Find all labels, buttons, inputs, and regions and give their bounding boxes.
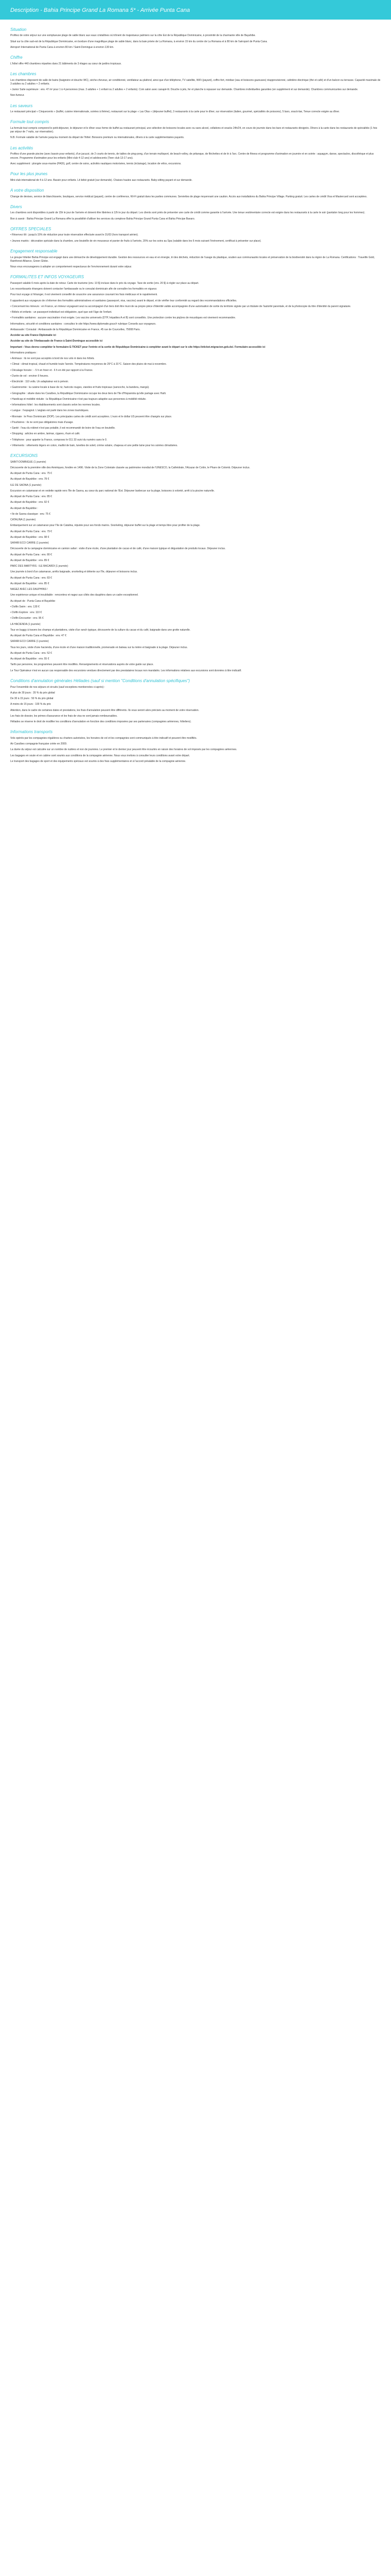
section-title-situation: Situation: [10, 27, 27, 32]
practical-title: Informations pratiques :: [10, 351, 38, 354]
transports-bagages: Les bagages en soute et en cabine sont soumis aux conditions de la compagnie aérienne. Nous vous invitons à consulter leurs conditions avant votre départ.: [10, 754, 190, 757]
practical-geographie: • Géographie : située dans les Caraïbes, la République Dominicaine occupe les deux tiers de l'île d'Hispaniola qu'elle partage avec Haïti.: [10, 392, 167, 395]
excursion-price: Au départ de Bayahibe :: [10, 506, 38, 510]
transports-sport: Le transport des bagages de sport et des équipements spéciaux est soumis à des frais supplémentaires et à l'accord préalable de la compagnie aérienne.: [10, 759, 186, 763]
excursion-name: CATALINA (1 journée): [10, 518, 36, 522]
annulation-intro: Pour l'ensemble de nos séjours et circuits (sauf exceptions mentionnées ci-après) :: [10, 685, 105, 689]
excursion-price: Au départ de Bayahibe : env. 85 €: [10, 582, 50, 585]
chiffre-text: L'hôtel offre 440 chambres réparties dans 21 bâtiments de 3 étages au cœur de jardins tropicaux.: [10, 62, 122, 65]
section-title-offres: OFFRES SPECIALES: [10, 226, 52, 231]
formule-note: N.B. Formule valable de l'arrivée jusqu'au moment du départ de l'hôtel. Boissons premium ou internationales, dîners à la carte supplémentaires payants.: [10, 136, 185, 140]
section-title-chambres: Les chambres: [10, 71, 37, 76]
transports-vols: Vols opérés par les compagnies régulières ou charters autorisées, les horaires de vol et les compagnies sont communiqués à titre indicatif et peuvent être modifiés.: [10, 736, 197, 740]
formalites-sanitaires: • Formalités sanitaires : aucune vaccination n'est exigée. Les vaccins universels (DTP, hépatites A et B) sont conseillés. Une protection contre les piqûres de moustiques est vivement recommandée.: [10, 316, 236, 320]
situation-intro: Profitez de votre séjour sur une somptueuse plage de sable blanc aux eaux cristallines où trônent de majestueux palmiers sur la côte Est de la République Dominicaine, à proximité de la charmante ville de Bayahibe.: [10, 34, 256, 38]
offre-jeunes-maries: • Jeunes mariés : décoration spéciale dans la chambre, une bouteille de vin mousseux et panier de fruits à l'arrivée, 20% sur les soins au Spa (valable dans les 6 mois suivant l'évènement, certificat à présenter sur place).: [10, 239, 262, 243]
chambres-text: Les chambres disposent de salle de bains (baignoire et douche WC), sèche-cheveux, air conditionné, ventilateur au plafond, ainsi que d'un téléphone, TV satellite, WiFi (payant), coffre-fort, minibar (eau et boissons gazeuses) réapprovisionné, cafetière électrique (thé et café) et d'un balcon ou terrasse. Capacité maximale de 3 adultes ou 2 adultes + 2 enfants.: [10, 78, 381, 86]
formule-text: La formule tout compris comprend le petit-déjeuner, le déjeuner et le dîner sous forme de buffet au restaurant principal, une sélection de boissons locales avec ou sans alcool, collations et snacks 24h/24, en cours de journée dans les bars et restaurants désignés. Dîners à la carte dans les restaurants de spécialités (1 fois par séjour de 7 nuits, sur réservation).: [10, 126, 378, 134]
section-title-jeunes: Pour les plus jeunes: [10, 172, 48, 177]
divers-text: Les chambres sont disponibles à partir de 15h le jour de l'arrivée et doivent être libérées à 12h le jour du départ. Les clients sont priés de présenter une carte de crédit comme garantie à l'arrivée. Une tenue vestimentaire correcte est exigée dans les restaurants à la carte le soir (pantalon long pour les hommes).: [10, 211, 365, 215]
offre-reservez-tot: • Réservez tôt : jusqu'à 15% de réduction pour toute réservation effectuée avant le 31/03 (hors transport aérien).: [10, 233, 139, 237]
excursion-name: LA HACIENDA (1 journée): [10, 622, 41, 626]
excursion-name: ILE DE SAONA (1 journée): [10, 483, 42, 487]
practical-langue: • Langue : l'espagnol. L'anglais est parlé dans les zones touristiques.: [10, 409, 89, 413]
practical-pourboires: • Pourboires : ils ne sont pas obligatoires mais d'usage.: [10, 420, 74, 424]
excursion-name: SAFARI ECO CARRE (1 journée): [10, 541, 49, 545]
excursion-price: Au départ de Bayahibe : env. 55 €: [10, 657, 50, 661]
excursion-desc: Découverte de la campagne dominicaine en camion safari : visite d'une école, d'une plantation de cacao et de café, d'une maison typique et dégustation de produits locaux. Déjeuner inclus.: [10, 547, 226, 551]
excursion-name: SAFARI ECO CARRE (1 journée): [10, 640, 49, 643]
practical-sante: • Santé : l'eau du robinet n'est pas potable, il est recommandé de boire de l'eau en bouteille.: [10, 427, 116, 430]
annulation-tier-1: A plus de 30 jours : 35 % du prix global: [10, 691, 55, 694]
formalites-responsabilite: Il appartient aux voyageurs de s'informer des formalités administratives et sanitaires (passeport, visa, vaccins) avant le départ, et de vérifier leur conformité au regard des recommandations officielles.: [10, 299, 237, 302]
jeunes-text: Mini-club international de 4 à 12 ans. Bassin pour enfants. Lit bébé gratuit (sur demande). Chaises hautes aux restaurants. Baby-sitting payant et sur demande.: [10, 178, 192, 182]
link-ambassade[interactable]: Accéder au site de l'Ambassade de France à Saint-Domingue accessible ici: [10, 340, 103, 343]
main-content: [0, 20, 391, 781]
transports-compagnie: Air Caraïbes compagnie française créée en 2000.: [10, 742, 68, 746]
formalites-ambassade: Ambassade / Consulat : Ambassade de la République Dominicaine en France, 45 rue de Courcelles, 75008 Paris.: [10, 328, 141, 331]
situation-location: Situé sur la côte sud-est de la République Dominicaine, en bordure d'une magnifique plage de sable blanc, dans la baie privée de La Romana, à environ 15 km du centre de La Romana et à 80 km de l'aéroport de Punta Cana.: [10, 40, 268, 43]
practical-monnaie: • Monnaie : le Peso Dominicain (DOP). Les principales cartes de crédit sont acceptées. L'euro et le dollar US peuvent être changés sur place.: [10, 415, 172, 418]
chambres-junior-suite: • Junior Suite supérieure : env. 47 m² pour 1 à 4 personnes (max. 3 adultes + 1 enfant ou 2 adultes + 2 enfants). Coin salon avec canapé-lit. Douche à jets, fer et planche à repasser sur demande. Chambres individuelles garanties (en supplément et sur demande). Chambres communicantes sur demande.: [10, 88, 359, 92]
excursions-note: Tarifs par personne, les programmes peuvent être modifiés. Renseignements et réservations auprès de votre guide sur place.: [10, 663, 154, 667]
excursion-name: NAGEZ AVEC LES DAUPHINS !: [10, 588, 48, 591]
excursion-price: Au départ de Punta Cana et Bayahibe : env. 47 €: [10, 634, 67, 638]
excursion-price: Au départ de Punta Cana : env. 75 €: [10, 472, 52, 476]
annulation-frais: Les frais de dossier, les primes d'assurance et les frais de visa ne sont jamais remboursables.: [10, 714, 118, 718]
activites-text: Profitez d'une grande piscine (avec bassin pour enfants), d'un jacuzzi, de 2 courts de tennis, de tables de ping-pong, d'un terrain multisport, de beach-volley, de pétanque, de fléchettes et de tir à l'arc. Centre de fitness et programme d'animation en journée et en soirée : aquagym, danse, spectacles, discothèque et plus encore. Programme d'animation pour les enfants (Mini-club 4-12 ans) et adolescents (Teen club 13-17 ans).: [10, 152, 374, 160]
excursion-desc: Découverte de la première ville des Amériques, fondée en 1496. Visite de la Zone Coloniale classée au patrimoine mondial de l'UNESCO, la Cathédrale, l'Alcazar de Colón, le Phare de Colomb. Déjeuner inclus.: [10, 466, 250, 469]
excursion-desc: Une journée à bord d'un catamaran, arrêts baignade, snorkeling et détente sur l'île, déjeuner et boissons inclus.: [10, 570, 138, 574]
annulation-attention: Attention, dans le cadre de certaines dates et prestations, les frais d'annulation peuvent être différents. Ils vous seront alors précisés au moment de votre réservation.: [10, 708, 200, 712]
excursion-price: • Ile de Saona classique : env. 75 €: [10, 512, 51, 516]
section-title-chiffre: Chiffre: [10, 55, 23, 60]
section-title-formule: Formule tout compris: [10, 120, 50, 125]
practical-shopping: • Shopping : articles en ambre, larimar, cigares, rhum et café.: [10, 432, 80, 436]
activites-paid: Avec supplément : plongée sous-marine (PADI), golf, centre de soins, activités nautiques motorisées, tennis (éclairage), location de vélos, excursions.: [10, 162, 182, 165]
excursion-price: • Dolfin Explore : env. 110 €: [10, 611, 42, 615]
excursion-name: PARC DES MARTYRS : ILE BACARDI (1 journée): [10, 565, 68, 568]
excursion-desc: Tour en buggy à travers les champs et plantations, visite d'un ranch typique, découverte de la culture du cacao et du café, baignade dans une grotte naturelle.: [10, 628, 191, 632]
excursion-name: SAINT-DOMINGUE (1 journée): [10, 460, 46, 464]
excursion-price: Au départ de Bayahibe : env. 98 €: [10, 535, 50, 539]
excursion-price: Au départ de Bayahibe : env. 89 €: [10, 558, 50, 562]
excursion-price: Au départ de Punta Cana : env. 52 €: [10, 651, 52, 655]
section-title-excursions: EXCURSIONS: [10, 453, 38, 459]
annulation-reserve: Héliades se réserve le droit de modifier les conditions d'annulation en fonction des conditions imposées par ses partenaires (compagnies aériennes, hôteliers).: [10, 720, 191, 724]
section-title-saveurs: Les saveurs: [10, 103, 33, 108]
practical-gastronomie: • Gastronomie : la cuisine locale à base de riz, haricots rouges, viandes et fruits tropicaux (sancocho, la bandera, mangú).: [10, 386, 150, 389]
excursion-price: Au départ de Bayahibe : env. 92 €: [10, 501, 50, 504]
disposition-text: Change de devises, service de blanchisserie, boutiques, service médical (payant), centre de conférence, Wi-Fi gratuit dans les parties communes. Serviettes de plage moyennant une caution. Accès aux installations du Bahia Principe Village. Parking gratuit. Les cartes de crédit Visa et Mastercard sont acceptées.: [10, 195, 367, 198]
practical-decalage: • Décalage horaire : - 5 h en hiver et - 6 h en été par rapport à la France.: [10, 368, 93, 372]
section-title-divers: Divers: [10, 204, 22, 209]
practical-vetements: • Vêtements : vêtements légers en coton, maillot de bain, lunettes de soleil, crème solaire, chapeau et une petite laine pour les soirées climatisées.: [10, 444, 178, 447]
excursion-desc: Excursion en catamaran et en vedette rapide vers l'île de Saona, au cœur du parc national de l'Est. Déjeuner barbecue sur la plage, boissons à volonté, arrêt à la piscine naturelle.: [10, 489, 215, 493]
section-title-disposition: A votre disposition: [10, 188, 44, 193]
formalites-mineurs: • Concernant les mineurs : en France, un mineur voyageant seul ou accompagné d'un tiers doit être muni de sa propre pièce d'identité valide accompagnée d'une autorisation de sortie du territoire signée par un titulaire de l'autorité parentale, et de la photocopie du titre d'identité du parent signataire.: [10, 304, 351, 308]
practical-climat: • Climat : climat tropical, chaud et humide toute l'année. Températures moyennes de 25°C à 31°C. Saison des pluies de mai à novembre.: [10, 363, 167, 366]
section-title-transports: Informations transports: [10, 730, 53, 735]
situation-airport: Aéroport International de Punta Cana à environ 80 km / Saint-Domingue à environ 130 km.: [10, 45, 114, 49]
practical-animaux: • Animaux : ils ne sont pas acceptés à bord de nos vols ni dans les hôtels.: [10, 357, 95, 361]
page-title: Description - Bahia Principe Grand La Romana 5* - Arrivée Punta Cana: [10, 7, 190, 13]
formalites-securite: Informations, sécurité et conditions sanitaires : consultez le site https://www.diplomatie.gouv.fr rubrique Conseils aux voyageurs.: [10, 322, 156, 326]
excursion-price: Au départ de Punta Cana : env. 85 €: [10, 495, 52, 499]
practical-electricite: • Électricité : 110 volts. Un adaptateur est à prévoir.: [10, 380, 69, 384]
transports-duree: La durée du séjour est calculée sur un nombre de nuitées et non de journées. Le premier et le dernier jour peuvent être écourtés en raison des horaires de vol imposés par les compagnies aériennes.: [10, 748, 237, 752]
excursion-desc: Tous les jours, visite d'une hacienda, d'une école et d'une maison traditionnelle, promenade en bateau sur la rivière et baignade à la plage. Déjeuner inclus.: [10, 646, 188, 649]
saveurs-text: Le restaurant principal « Cinquecento » (buffet, cuisine internationale, soirées à thème), restaurant sur la plage « Las Olas » (déjeuner buffet), 3 restaurants à la carte pour le dîner, sur réservation (italien, gourmet, spécialités de poissons), 5 bars, snack-bar, Tenue correcte exigée au dîner.: [10, 110, 340, 114]
excursions-disclaimer: Le Tour Opérateur n'est en aucun cas responsable des excursions vendues directement par des prestataires locaux non mandatés. Les informations relatives aux excursions sont données à titre indicatif.: [10, 669, 242, 672]
divers-bon-a-savoir: Bon à savoir : Bahia Principe Grand La Romana offre la possibilité d'utiliser les services du complexe Bahia Principe Grand Punta Cana et Bahia Principe Bavaro.: [10, 217, 195, 221]
annulation-tier-2: De 30 à 15 jours : 50 % du prix global: [10, 697, 54, 701]
excursion-price: Au départ de Punta Cana : env. 80 €: [10, 553, 52, 556]
excursion-price: • Dolfin Swim : env. 130 €: [10, 605, 40, 608]
excursion-desc: Une expérience unique et inoubliable : rencontrez et nagez aux côtés des dauphins dans un cadre exceptionnel.: [10, 594, 139, 597]
section-title-engagement: Engagement responsable: [10, 248, 58, 253]
excursion-price: Au départ de Punta Cana : env. 79 €: [10, 530, 52, 533]
formalites-passeport: Passeport valable 6 mois après la date de retour. Carte de tourisme (env. 10 $) incluse dans le prix du voyage. Taxe de sortie (env. 20 $) à régler sur place au départ.: [10, 281, 199, 285]
formalites-bebes: • Bébés et enfants : un passeport individuel est obligatoire, quel que soit l'âge de l'enfant.: [10, 311, 112, 314]
section-title-formalites: FORMALITES ET INFOS VOYAGEURS: [10, 275, 84, 280]
link-france-diplomatie[interactable]: Accéder au site France Diplomatie ici: [10, 334, 56, 337]
page-header: [0, 0, 391, 20]
practical-handicap: • Handicap et mobilité réduite : la République Dominicaine n'est pas toujours adaptée aux personnes à mobilité réduite.: [10, 397, 146, 401]
formalites-etrangers: Les ressortissants étrangers doivent contacter l'ambassade ou le consulat dominicain afin de connaître les formalités en vigueur.: [10, 287, 157, 291]
practical-hotel: • Informations hôtel : les établissements sont classés selon les normes locales.: [10, 403, 101, 407]
engagement-note: Nous vous encourageons à adopter un comportement respectueux de l'environnement durant votre séjour.: [10, 265, 132, 269]
formalites-important: Important : Vous devrez compléter le formulaire E-TICKET pour l'entrée et la sortie de République Dominicaine à compléter avant le départ sur le site https://eticket.migracion.gob.do/. Formulaire accessible ici: [10, 345, 266, 349]
practical-telephone: • Téléphone : pour appeler la France, composez le 011 33 suivi du numéro sans le 0.: [10, 438, 107, 442]
excursion-price: Au départ de : Punta Cana et Bayahibe: [10, 599, 56, 603]
excursion-price: • Dolfin Encounter : env. 95 €: [10, 617, 44, 620]
section-title-annulation: Conditions d'annulation générales Héliades (sauf si mention "Conditions d'annulation spécifiques"): [10, 678, 190, 683]
excursion-desc: Embarquement sur un catamaran pour l'île de Catalina, réputée pour ses fonds marins. Snorkeling, déjeuner buffet sur la plage et temps libre pour profiter de la plage.: [10, 524, 201, 528]
chambres-non-smoking: Non-fumeur.: [10, 94, 25, 97]
section-title-activites: Les activités: [10, 145, 34, 150]
annulation-tier-3: A moins de 15 jours : 100 % du prix: [10, 703, 51, 706]
excursion-price: Au départ de Bayahibe : env. 78 €: [10, 478, 50, 481]
formalites-assurance: Pour tout voyage à l'étranger, il est vivement conseillé de souscrire une assurance couvrant les frais médicaux et le rapatriement.: [10, 293, 158, 297]
engagement-text: Le groupe hôtelier Bahia Principe est engagé dans une démarche de développement durable. Gestion des ressources en eau et en énergie, tri des déchets, réduction de l'usage du plastique, soutien aux communautés locales et préservation de la biodiversité dans la région de La Romana. Certifications : Travelife Gold, Rainforest Alliance, Green Globe.: [10, 256, 375, 263]
practical-duree-vol: • Durée de vol : environ 9 heures.: [10, 374, 49, 378]
excursion-price: Au départ de Punta Cana : env. 83 €: [10, 576, 52, 580]
